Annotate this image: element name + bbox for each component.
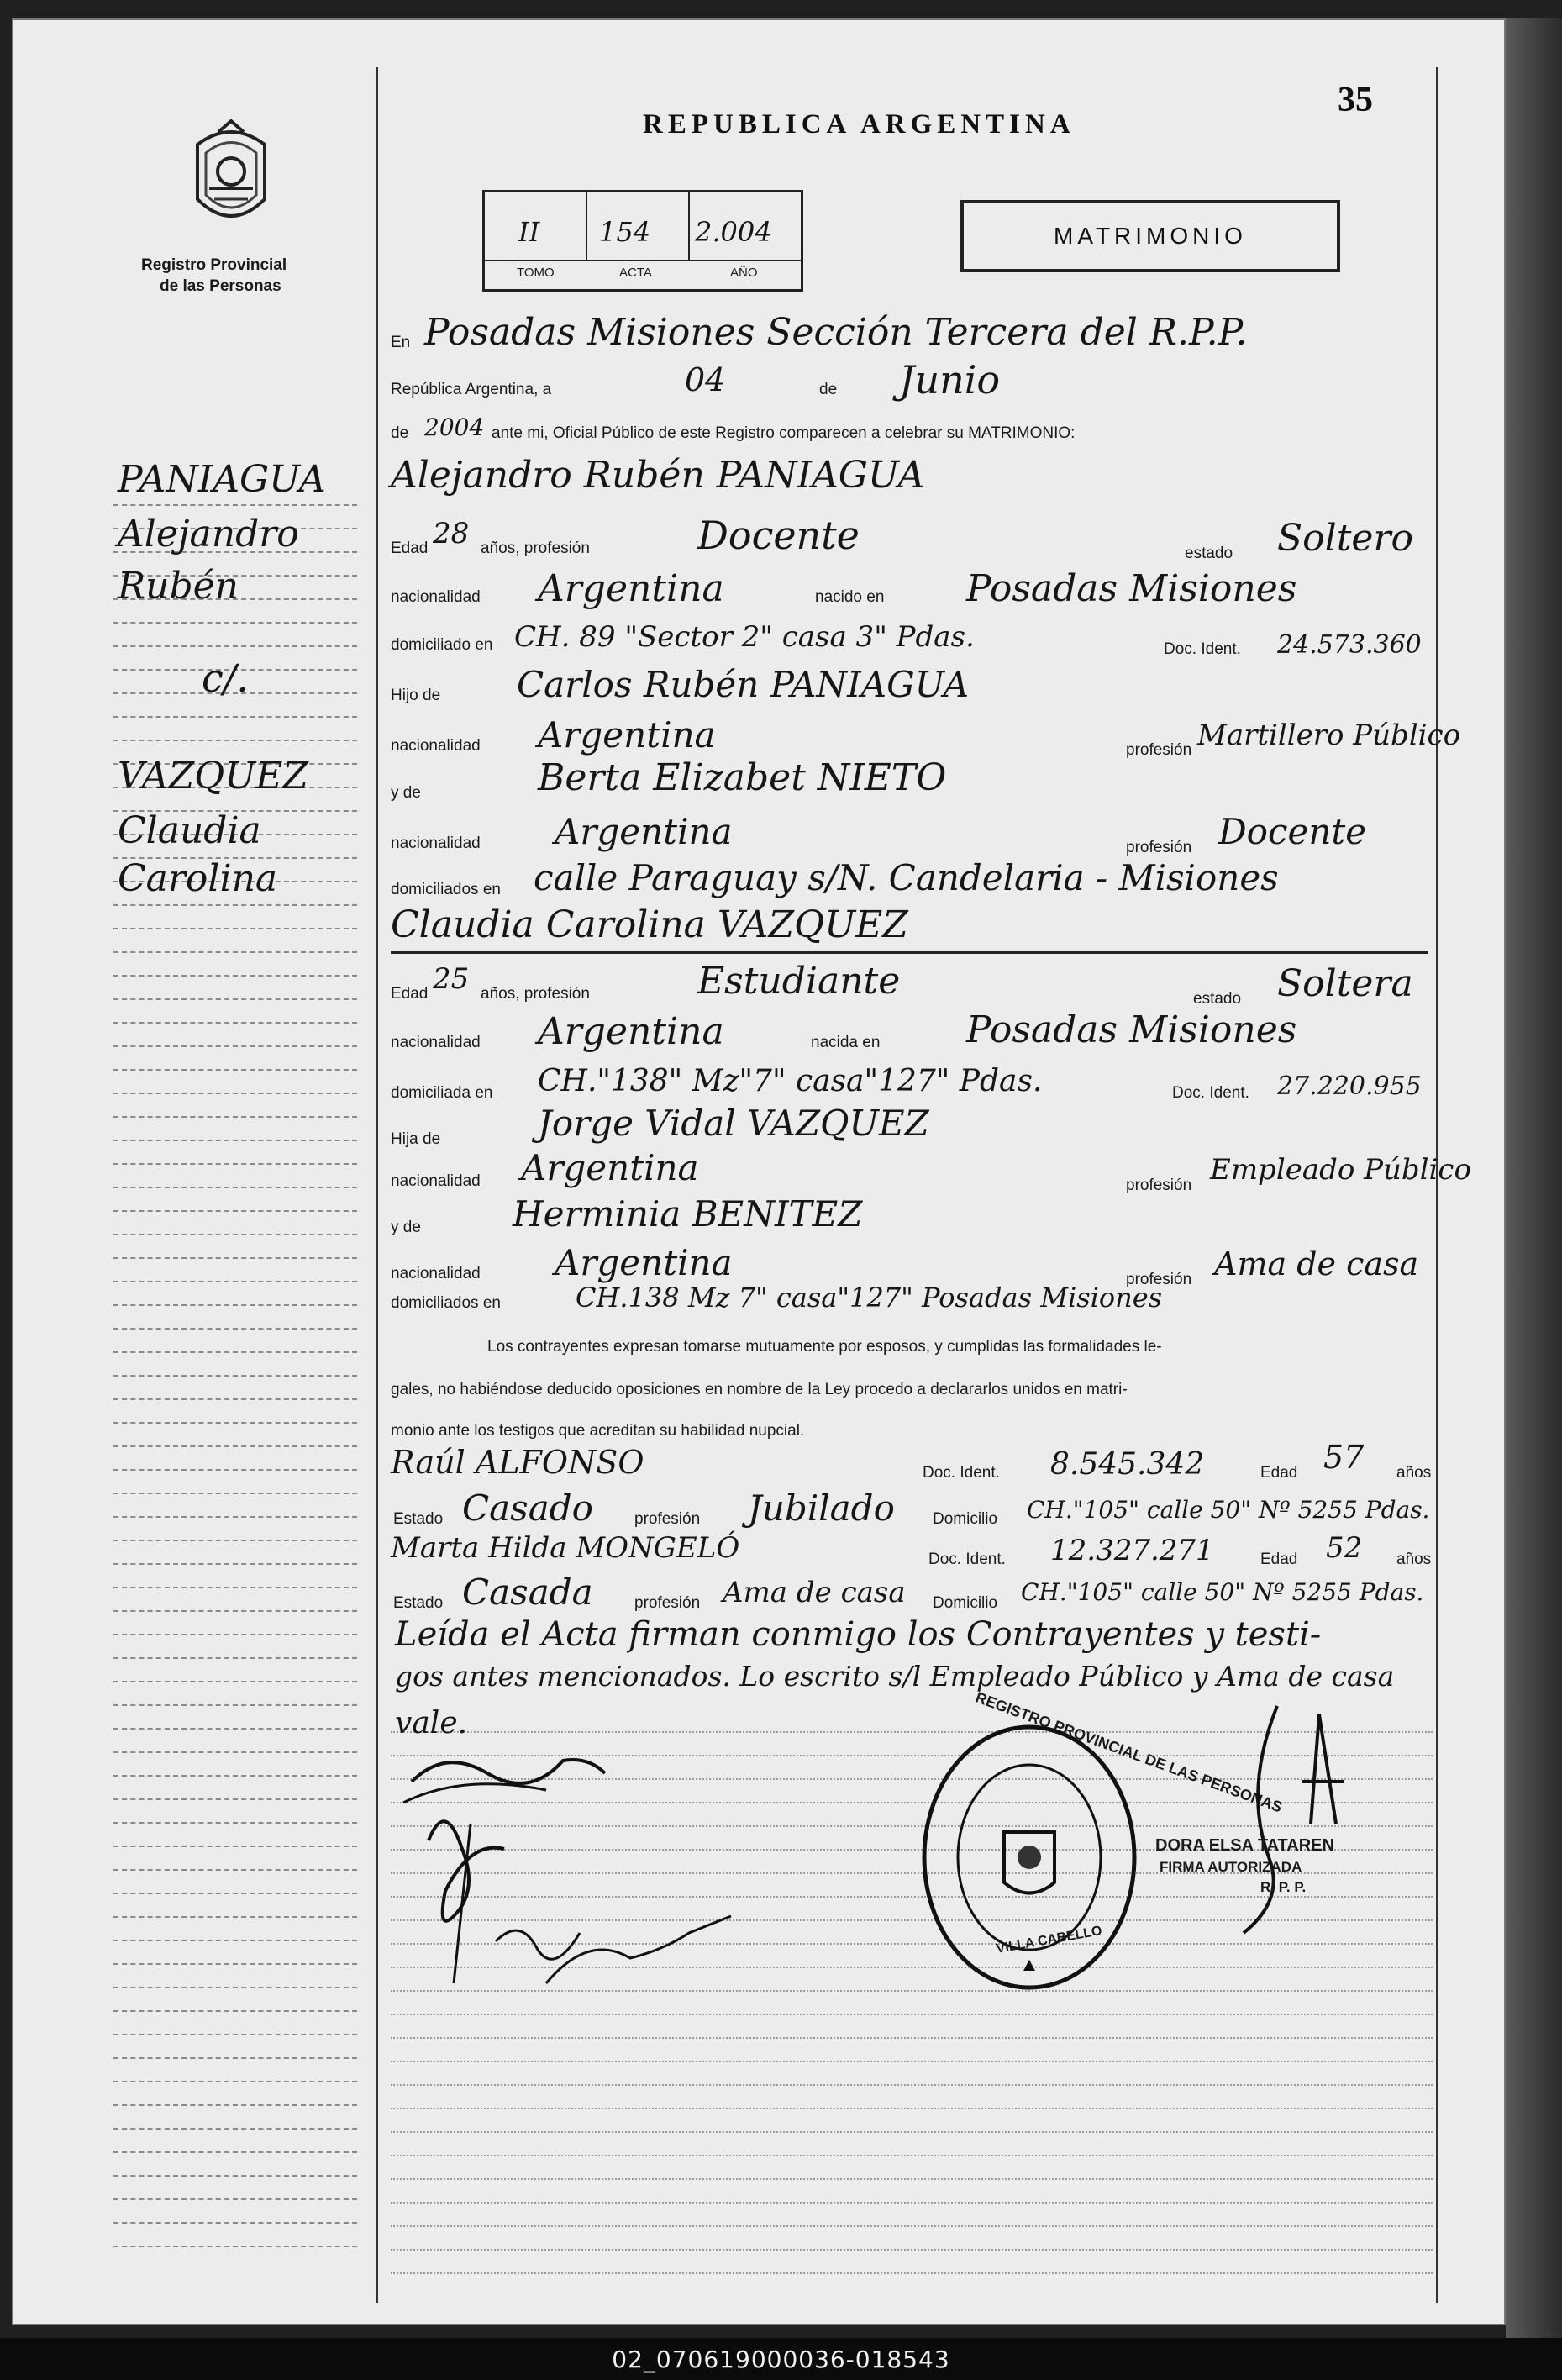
left-ruled-line: [113, 975, 357, 977]
left-ruled-line: [113, 1704, 357, 1706]
left-ruled-line: [113, 1304, 357, 1306]
en-label: En: [391, 334, 411, 351]
groom-mother-nac-label: nacionalidad: [391, 835, 481, 852]
witness2-domicilio-label: Domicilio: [933, 1594, 998, 1612]
left-ruled-line: [113, 2128, 357, 2130]
left-ruled-line: [113, 1210, 357, 1212]
left-ruled-line: [113, 2246, 357, 2247]
stamp-bottom-text: VILLA CABELLO: [995, 1924, 1103, 1956]
left-ruled-line: [113, 1493, 357, 1494]
witness1-doc: 8.545.342: [1050, 1447, 1205, 1482]
groom-mother-profession: Docente: [1218, 811, 1367, 852]
left-ruled-line: [113, 2081, 357, 2082]
left-ruled-line: [113, 2057, 357, 2059]
left-ruled-line: [113, 1445, 357, 1447]
acta-label: ACTA: [619, 266, 652, 280]
witness1-doc-label: Doc. Ident.: [923, 1464, 1000, 1482]
closing-line-3: vale.: [395, 1706, 468, 1740]
de-label: de: [819, 381, 838, 398]
main-ruled-line: [391, 2108, 1433, 2109]
left-ruled-line: [113, 1140, 357, 1141]
groom-father-profession: Martillero Público: [1197, 719, 1461, 752]
groom-age: 28: [433, 517, 470, 550]
main-ruled-line: [391, 2249, 1433, 2251]
groom-hijo-label: Hijo de: [391, 687, 441, 704]
groom-estado-label: estado: [1185, 545, 1233, 562]
year-prefix: de: [391, 424, 409, 442]
bride-birthplace: Posadas Misiones: [966, 1008, 1297, 1051]
witness1-estado-label: Estado: [393, 1510, 444, 1528]
left-ruled-line: [113, 998, 357, 1000]
left-ruled-line: [113, 716, 357, 718]
witness1-profession: Jubilado: [748, 1488, 895, 1529]
main-ruled-line: [391, 2272, 1433, 2274]
left-ruled-line: [113, 1775, 357, 1777]
left-ruled-line: [113, 1798, 357, 1800]
bride-nacionalidad-label: nacionalidad: [391, 1034, 481, 1051]
bride-edad-label: Edad: [391, 985, 429, 1003]
closing-line-2: gos antes mencionados. Lo escrito s/l Empleado Público y Ama de casa: [395, 1660, 1395, 1693]
left-ruled-line: [113, 1587, 357, 1588]
official-office: R. P. P.: [1260, 1879, 1307, 1895]
left-ruled-line: [113, 2175, 357, 2177]
groom-mother: Berta Elizabet NIETO: [538, 756, 947, 799]
groom-father-nac-label: nacionalidad: [391, 737, 481, 755]
witness1-domicilio-label: Domicilio: [933, 1510, 998, 1528]
left-ruled-line: [113, 1351, 357, 1353]
bride-estado-label: estado: [1193, 990, 1242, 1008]
left-ruled-line: [113, 1422, 357, 1424]
witness2-anos-label: años: [1396, 1551, 1432, 1568]
margin-connector: c/.: [202, 656, 249, 701]
witness2-profession: Ama de casa: [723, 1576, 906, 1609]
left-ruled-line: [113, 1893, 357, 1894]
witness2-profesion-label: profesión: [634, 1594, 701, 1612]
left-ruled-line: [113, 1516, 357, 1518]
witness1-profesion-label: profesión: [634, 1510, 701, 1528]
groom-parents-dom-label: domiciliados en: [391, 881, 501, 898]
ano-value: 2.004: [695, 216, 772, 248]
margin-groom-surname: PANIAGUA: [118, 458, 326, 501]
bride-address: CH."138" Mz"7" casa"127" Pdas.: [538, 1064, 1043, 1098]
left-ruled-line: [113, 1469, 357, 1471]
left-ruled-line: [113, 1728, 357, 1730]
day: 04: [685, 361, 726, 398]
month: Junio: [899, 357, 1001, 403]
bride-anos-label: años, profesión: [481, 985, 590, 1003]
left-ruled-line: [113, 1093, 357, 1094]
groom-anos-label: años, profesión: [481, 540, 590, 557]
bride-father-nationality: Argentina: [521, 1147, 699, 1188]
bride-full-name: Claudia Carolina VAZQUEZ: [391, 903, 908, 946]
main-ruled-line: [391, 2131, 1433, 2133]
left-ruled-line: [113, 1681, 357, 1682]
tomo-acta-ano-box: [482, 190, 803, 292]
bride-mother-prof-label: profesión: [1126, 1271, 1192, 1288]
bride-domicilio-label: domiciliada en: [391, 1084, 493, 1102]
groom-y-de-label: y de: [391, 784, 421, 802]
left-ruled-line: [113, 1963, 357, 1965]
witness2-status: Casada: [462, 1572, 593, 1613]
bride-mother-nac-label: nacionalidad: [391, 1265, 481, 1282]
left-ruled-line: [113, 1328, 357, 1330]
bride-profession: Estudiante: [697, 960, 901, 1003]
groom-profession: Docente: [697, 513, 860, 558]
bride-father: Jorge Vidal VAZQUEZ: [538, 1103, 929, 1144]
book-edge: [1506, 18, 1562, 2338]
left-ruled-line: [113, 1234, 357, 1235]
bride-age: 25: [433, 962, 470, 996]
left-ruled-line: [113, 1657, 357, 1659]
bride-father-profession: Empleado Público: [1210, 1153, 1471, 1187]
registry-line-2: de las Personas: [160, 277, 281, 295]
bride-nacida-label: nacida en: [811, 1034, 881, 1051]
groom-address: CH. 89 "Sector 2" casa 3" Pdas.: [514, 620, 975, 654]
witness2-edad-label: Edad: [1260, 1551, 1298, 1568]
left-ruled-line: [113, 1751, 357, 1753]
witness2-address: CH."105" calle 50" Nº 5255 Pdas.: [1021, 1578, 1424, 1606]
groom-parents-address: calle Paraguay s/N. Candelaria - Misiones: [534, 857, 1279, 898]
margin-bride-name1: Claudia: [118, 809, 261, 852]
bride-parents-dom-label: domiciliados en: [391, 1294, 501, 1312]
left-ruled-line: [113, 1846, 357, 1847]
left-ruled-line: [113, 1940, 357, 1941]
bride-father-nac-label: nacionalidad: [391, 1172, 481, 1190]
left-ruled-line: [113, 1987, 357, 1988]
footer-code: 02_070619000036-018543: [612, 2346, 950, 2373]
groom-full-name: Alejandro Rubén PANIAGUA: [391, 454, 925, 497]
left-ruled-line: [113, 1398, 357, 1400]
tomo-value: II: [518, 216, 540, 248]
act-type-box: [960, 200, 1340, 272]
official-signature: [1193, 1689, 1395, 1958]
witness1-status: Casado: [462, 1488, 593, 1529]
witness1-edad-label: Edad: [1260, 1464, 1298, 1482]
bride-nationality: Argentina: [538, 1010, 724, 1053]
margin-bride-surname: VAZQUEZ: [118, 755, 308, 798]
witness2-estado-label: Estado: [393, 1594, 444, 1612]
left-ruled-line: [113, 1163, 357, 1165]
coat-of-arms-icon: [181, 119, 281, 237]
left-ruled-line: [113, 645, 357, 647]
act-type: MATRIMONIO: [1054, 223, 1247, 249]
groom-nacido-label: nacido en: [815, 588, 885, 606]
groom-domicilio-label: domiciliado en: [391, 636, 493, 654]
left-ruled-line: [113, 740, 357, 741]
left-ruled-line: [113, 1022, 357, 1024]
bride-civil-status: Soltera: [1277, 962, 1413, 1005]
left-ruled-line: [113, 1540, 357, 1541]
witness1-name: Raúl ALFONSO: [391, 1444, 644, 1481]
section-divider: [391, 951, 1428, 954]
groom-nationality: Argentina: [538, 567, 724, 610]
groom-nacionalidad-label: nacionalidad: [391, 588, 481, 606]
left-ruled-line: [113, 2104, 357, 2106]
bride-mother-profession: Ama de casa: [1214, 1245, 1419, 1282]
tomo-label: TOMO: [517, 266, 555, 280]
left-ruled-line: [113, 1069, 357, 1071]
stamp-ring-text: REGISTRO PROVINCIAL DE LAS PERSONAS: [973, 1688, 1285, 1816]
country-heading: REPUBLICA ARGENTINA: [643, 109, 1076, 140]
left-ruled-line: [113, 504, 357, 506]
official-title: FIRMA AUTORIZADA: [1160, 1859, 1302, 1875]
registry-stamp: [916, 1714, 1143, 2000]
left-ruled-line: [113, 1563, 357, 1565]
statement: ante mi, Oficial Público de este Registro comparecen a celebrar su MATRIMONIO:: [492, 424, 1076, 442]
bride-y-de-label: y de: [391, 1219, 421, 1236]
left-ruled-line: [113, 1634, 357, 1635]
main-ruled-line: [391, 2178, 1433, 2180]
groom-edad-label: Edad: [391, 540, 429, 557]
groom-birthplace: Posadas Misiones: [966, 567, 1297, 610]
page-number: 35: [1338, 81, 1373, 119]
left-ruled-line: [113, 2198, 357, 2200]
left-ruled-line: [113, 1281, 357, 1282]
groom-father: Carlos Rubén PANIAGUA: [517, 664, 970, 705]
left-ruled-line: [113, 2151, 357, 2153]
left-ruled-line: [113, 1916, 357, 1918]
margin-bride-name2: Carolina: [118, 857, 278, 900]
declaration-line-2: gales, no habiéndose deducido oposiciones en nombre de la Ley procedo a declararlos unidos en matri-: [391, 1381, 1128, 1398]
ano-label: AÑO: [730, 266, 758, 280]
main-ruled-line: [391, 2061, 1433, 2062]
left-ruled-line: [113, 951, 357, 953]
groom-doc-label: Doc. Ident.: [1164, 640, 1241, 658]
margin-line-left: [376, 67, 378, 2303]
groom-doc: 24.573.360: [1277, 630, 1422, 660]
left-ruled-line: [113, 1822, 357, 1824]
left-ruled-line: [113, 1375, 357, 1377]
groom-mother-prof-label: profesión: [1126, 839, 1192, 856]
groom-father-nationality: Argentina: [538, 714, 716, 756]
acta-value: 154: [599, 216, 651, 248]
left-ruled-line: [113, 904, 357, 906]
left-ruled-line: [113, 622, 357, 624]
bride-mother: Herminia BENITEZ: [513, 1193, 863, 1235]
witness2-name: Marta Hilda MONGELÓ: [391, 1531, 740, 1565]
bride-doc-label: Doc. Ident.: [1172, 1084, 1249, 1102]
bride-doc: 27.220.955: [1277, 1072, 1422, 1101]
margin-groom-name2: Rubén: [118, 565, 239, 608]
left-ruled-line: [113, 1257, 357, 1259]
groom-father-prof-label: profesión: [1126, 741, 1192, 759]
bride-mother-nationality: Argentina: [555, 1242, 733, 1283]
left-ruled-line: [113, 2010, 357, 2012]
closing-line-1: Leída el Acta firman conmigo los Contrayentes y testi-: [395, 1615, 1322, 1654]
main-ruled-line: [391, 2202, 1433, 2204]
place: Posadas Misiones Sección Tercera del R.P.P.: [424, 311, 1248, 354]
left-ruled-line: [113, 928, 357, 929]
witness2-doc: 12.327.271: [1050, 1534, 1214, 1567]
witness2-age: 52: [1326, 1531, 1363, 1565]
main-ruled-line: [391, 2084, 1433, 2086]
witness2-doc-label: Doc. Ident.: [928, 1551, 1006, 1568]
republic-label: República Argentina, a: [391, 381, 552, 398]
left-ruled-line: [113, 2034, 357, 2035]
witness1-anos-label: años: [1396, 1464, 1432, 1482]
witness1-address: CH."105" calle 50" Nº 5255 Pdas.: [1027, 1496, 1430, 1524]
year: 2004: [424, 413, 485, 441]
main-ruled-line: [391, 2155, 1433, 2156]
groom-civil-status: Soltero: [1277, 517, 1413, 560]
left-ruled-line: [113, 1610, 357, 1612]
left-ruled-line: [113, 2222, 357, 2224]
declaration-line-1: Los contrayentes expresan tomarse mutuamente por esposos, y cumplidas las formalidades le-: [487, 1338, 1162, 1356]
left-ruled-line: [113, 1187, 357, 1188]
left-ruled-line: [113, 1045, 357, 1047]
left-ruled-line: [113, 1116, 357, 1118]
witness1-age: 57: [1323, 1439, 1365, 1476]
groom-mother-nationality: Argentina: [555, 811, 733, 852]
bride-parents-address: CH.138 Mz 7" casa"127" Posadas Misiones: [576, 1282, 1163, 1314]
bride-father-prof-label: profesión: [1126, 1177, 1192, 1194]
registry-line-1: Registro Provincial: [141, 256, 287, 274]
left-ruled-line: [113, 1869, 357, 1871]
main-ruled-line: [391, 2225, 1433, 2227]
party-signatures: [395, 1723, 748, 2042]
official-name: DORA ELSA TATAREN: [1155, 1836, 1334, 1855]
declaration-line-3: monio ante los testigos que acreditan su habilidad nupcial.: [391, 1422, 805, 1440]
bride-hija-label: Hija de: [391, 1130, 441, 1148]
margin-groom-name1: Alejandro: [118, 513, 299, 556]
